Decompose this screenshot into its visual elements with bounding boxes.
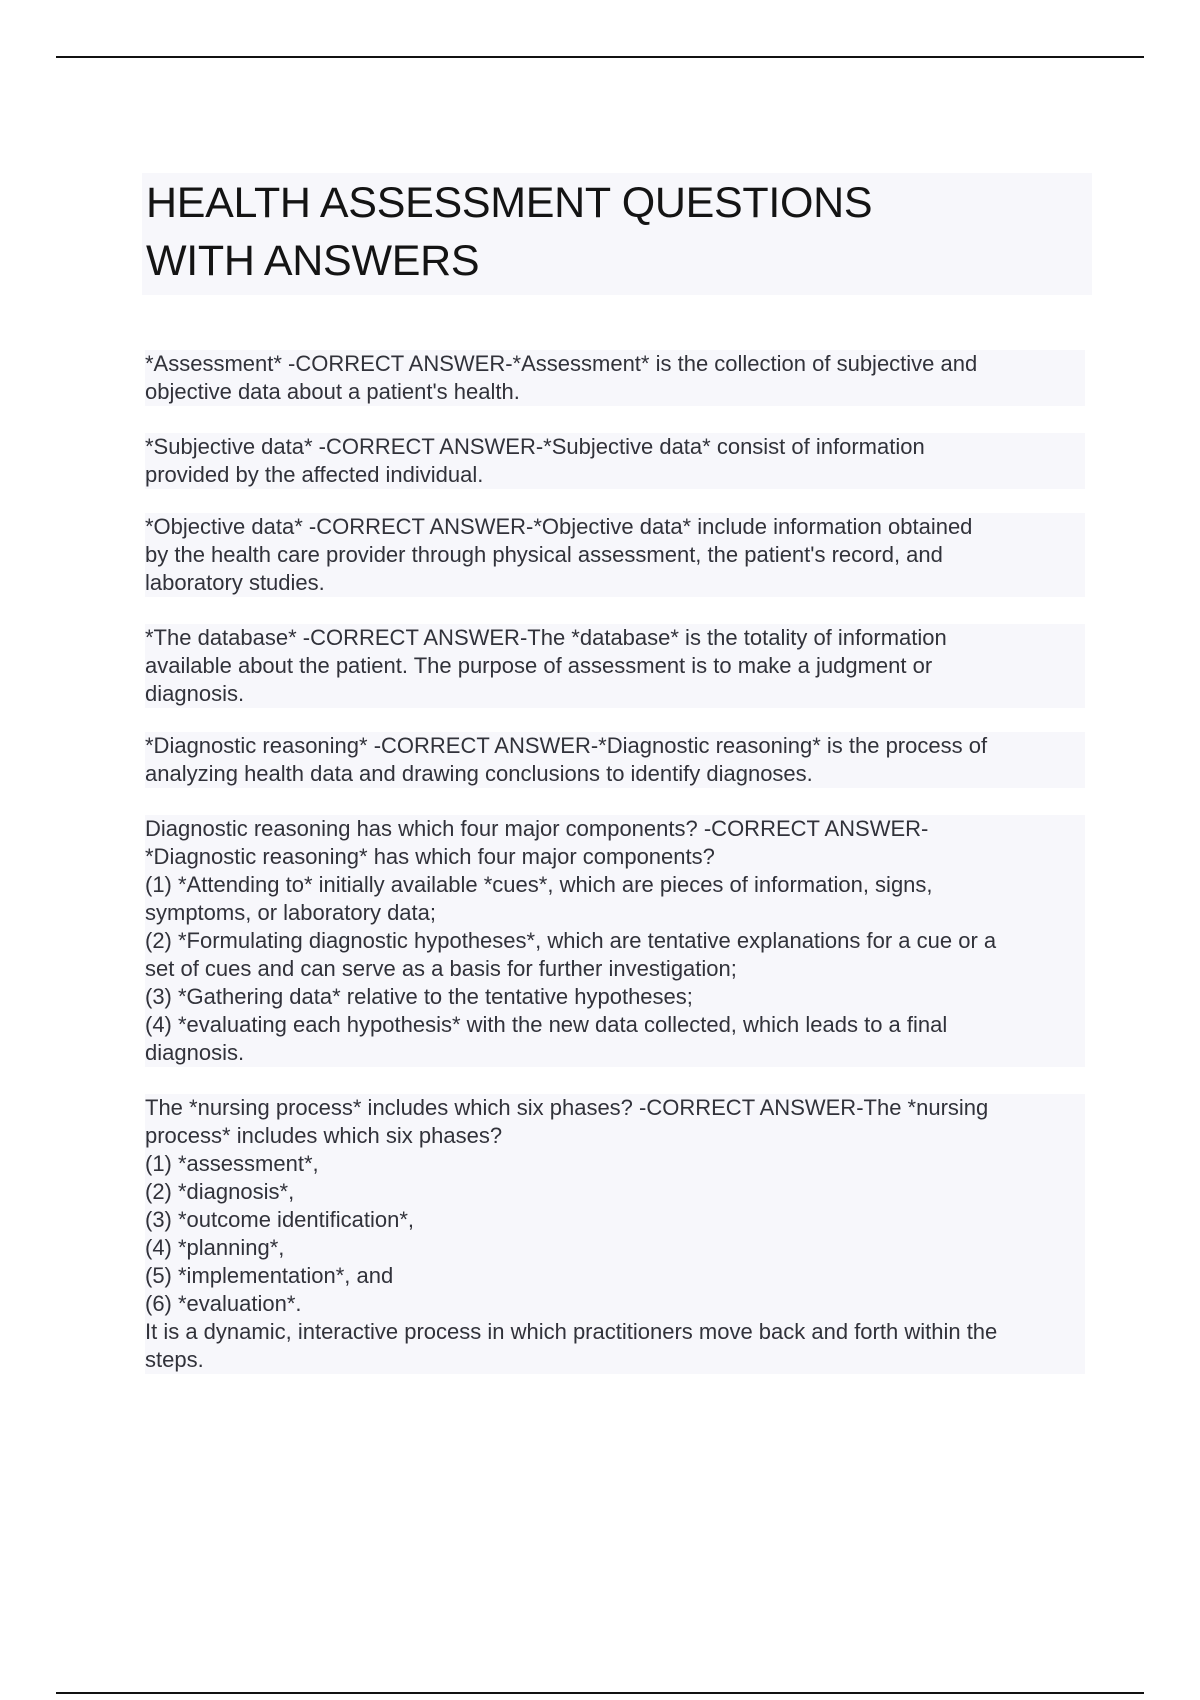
entry-line: steps. [145,1346,1085,1374]
entry-line: (6) *evaluation*. [145,1290,1085,1318]
entry-line: (1) *assessment*, [145,1150,1085,1178]
entry-line: *Assessment* -CORRECT ANSWER-*Assessment* is the collection of subjective and [145,350,1085,378]
entry-line: analyzing health data and drawing conclusions to identify diagnoses. [145,760,1085,788]
entry-line: symptoms, or laboratory data; [145,899,1085,927]
entry-line: objective data about a patient's health. [145,378,1085,406]
entry-line: (2) *Formulating diagnostic hypotheses*, which are tentative explanations for a cue or a [145,927,1085,955]
entry-line: set of cues and can serve as a basis for further investigation; [145,955,1085,983]
entry-line: (1) *Attending to* initially available *cues*, which are pieces of information, signs, [145,871,1085,899]
header-rule [56,56,1144,58]
entry-line: *Objective data* -CORRECT ANSWER-*Objective data* include information obtained [145,513,1085,541]
entry-line: provided by the affected individual. [145,461,1085,489]
entry-line: *Diagnostic reasoning* has which four major components? [145,843,1085,871]
entry-line: *Subjective data* -CORRECT ANSWER-*Subjective data* consist of information [145,433,1085,461]
entry-line: (4) *planning*, [145,1234,1085,1262]
entry-line: (2) *diagnosis*, [145,1178,1085,1206]
entry-line: process* includes which six phases? [145,1122,1085,1150]
entry-line: diagnosis. [145,680,1085,708]
entry-line: *Diagnostic reasoning* -CORRECT ANSWER-*Diagnostic reasoning* is the process of [145,732,1085,760]
title-line-2: WITH ANSWERS [146,237,480,285]
qa-entry-assessment [145,350,1085,406]
entry-line: (4) *evaluating each hypothesis* with the new data collected, which leads to a final [145,1011,1085,1039]
entry-line: Diagnostic reasoning has which four major components? -CORRECT ANSWER- [145,815,1085,843]
entry-line: available about the patient. The purpose of assessment is to make a judgment or [145,652,1085,680]
entry-line: diagnosis. [145,1039,1085,1067]
qa-entry-database [145,624,1085,708]
footer-rule [56,1692,1144,1694]
title-line-1: HEALTH ASSESSMENT QUESTIONS [146,179,873,227]
entry-line: (5) *implementation*, and [145,1262,1085,1290]
entry-line: (3) *outcome identification*, [145,1206,1085,1234]
qa-list [145,350,1085,1401]
entry-line: (3) *Gathering data* relative to the tentative hypotheses; [145,983,1085,1011]
qa-entry-objective-data [145,513,1085,597]
entry-line: *The database* -CORRECT ANSWER-The *database* is the totality of information [145,624,1085,652]
qa-entry-nursing-process [145,1094,1085,1374]
qa-entry-diagnostic-components [145,815,1085,1067]
entry-line: It is a dynamic, interactive process in which practitioners move back and forth within the [145,1318,1085,1346]
qa-entry-diagnostic-reasoning [145,732,1085,788]
entry-line: by the health care provider through physical assessment, the patient's record, and [145,541,1085,569]
document-title [142,173,1092,295]
entry-line: laboratory studies. [145,569,1085,597]
entry-line: The *nursing process* includes which six phases? -CORRECT ANSWER-The *nursing [145,1094,1085,1122]
qa-entry-subjective-data [145,433,1085,489]
